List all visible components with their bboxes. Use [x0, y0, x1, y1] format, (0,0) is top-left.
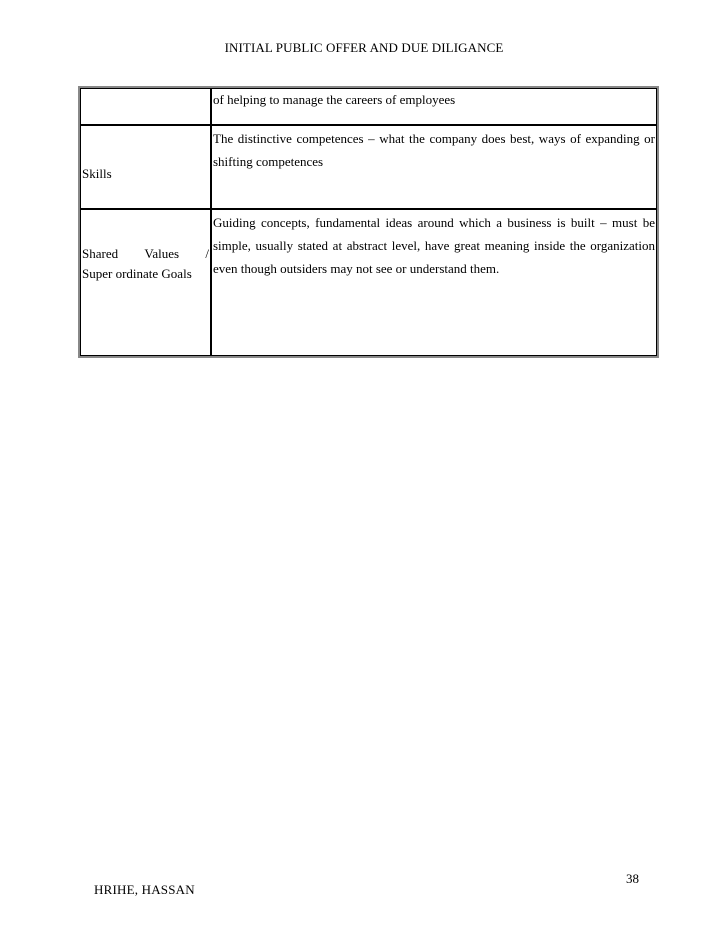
table-row: [80, 209, 657, 356]
row-label-cell: [80, 88, 211, 125]
row-label-word: /: [205, 246, 209, 261]
content-table: [78, 86, 659, 358]
author-footer: HRIHE, HASSAN: [94, 882, 195, 897]
row-label-line1: [82, 244, 209, 264]
row-label-word: Values: [144, 246, 180, 261]
row-label-line2: Super ordinate Goals: [82, 266, 192, 281]
row-description: The distinctive competences – what the company does best, ways of expanding or shifting competences: [213, 131, 655, 169]
row-description-cell: [211, 209, 657, 356]
row-description: of helping to manage the careers of employees: [213, 92, 456, 107]
row-description: Guiding concepts, fundamental ideas around which a business is built – must be simple, usually stated at abstract level, have great meaning inside the organization even though outsiders may not see or understand them.: [213, 215, 655, 276]
row-label-cell: [80, 209, 211, 356]
table-row: [80, 88, 657, 125]
row-description-cell: [211, 125, 657, 209]
row-label-cell: [80, 125, 211, 209]
row-description-cell: [211, 88, 657, 125]
row-label: [82, 210, 209, 284]
row-label-word: Shared: [82, 246, 119, 261]
row-label: Skills: [82, 166, 112, 181]
table-row: [80, 125, 657, 209]
page-number: 38: [626, 871, 639, 886]
running-header: INITIAL PUBLIC OFFER AND DUE DILIGANCE: [224, 40, 504, 55]
